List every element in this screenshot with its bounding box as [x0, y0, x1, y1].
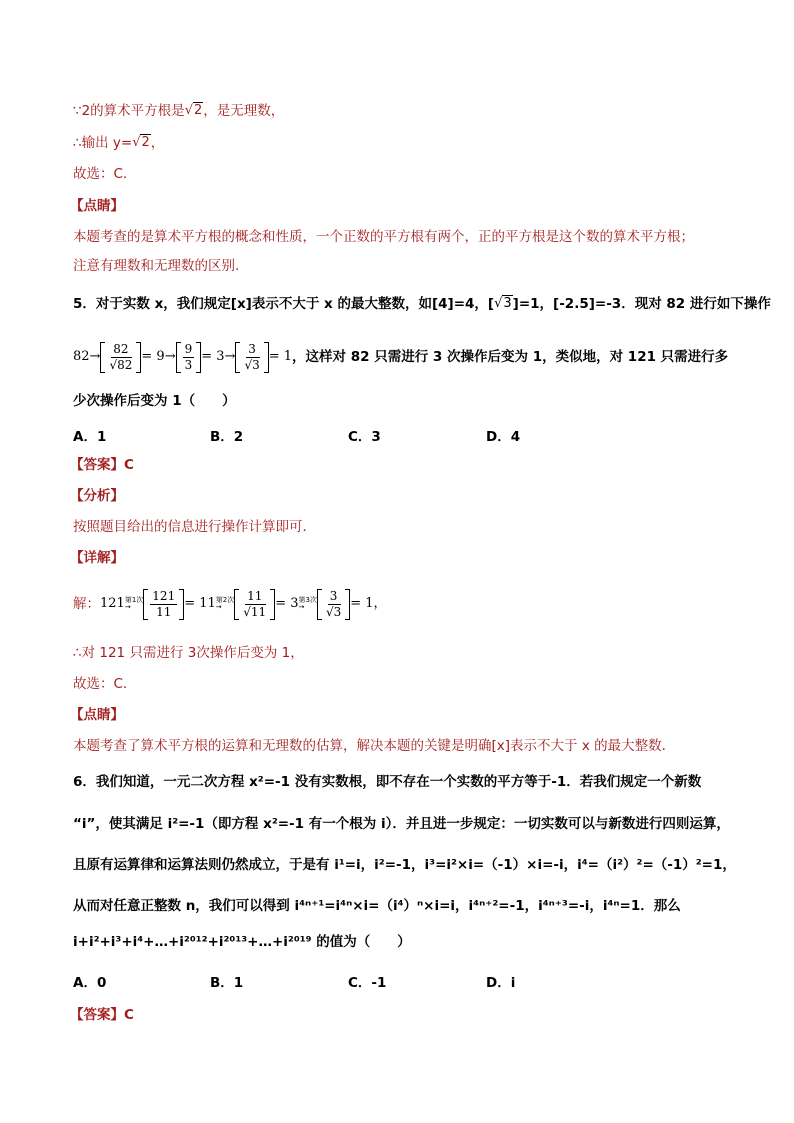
ex-eq1: = 1	[268, 349, 293, 364]
step-label-2: 第2次 →	[215, 596, 235, 611]
q4-reason-line	[73, 102, 284, 120]
q6-line5: i+i²+i³+i⁴+…+i²⁰¹²+i²⁰¹³+…+i²⁰¹⁹ 的值为（ ）	[73, 934, 411, 950]
sol-floor-1	[143, 589, 184, 620]
arrow-icon: →	[89, 349, 101, 364]
frac-num: 82	[113, 341, 129, 356]
sqrt-2: √2	[184, 103, 203, 118]
q5-stem-line3: 少次操作后变为 1（ ）	[73, 393, 236, 409]
q4-dianjing-tag: 【点睛】	[70, 198, 124, 214]
q5-solution-line	[73, 584, 387, 624]
sol-eq1: = 1，	[350, 596, 387, 611]
q4-output-b: ，	[150, 135, 165, 151]
step-label-3: 第3次 →	[298, 596, 317, 611]
q6-line1: 6．我们知道，一元二次方程 x²=-1 没有实数根，即不存在一个实数的平方等于-1．若我们规定一个新数	[73, 774, 702, 790]
q6-line2: “i”，使其满足 i²=-1（即方程 x²=-1 有一个根为 i）．并且进一步规定：一切实数可以与新数进行四则运算，	[73, 816, 730, 832]
q5-stem-b: ]=1，[-2.5]=-3．现对 82 进行如下操作	[512, 296, 771, 312]
frac-num: 3	[329, 588, 338, 603]
frac-den: 11	[250, 604, 267, 619]
q4-output-line	[73, 134, 164, 152]
q5-fenxi-tag: 【分析】	[70, 488, 124, 504]
step-label-1: 第1次 →	[124, 596, 144, 611]
q6-answer: 【答案】C	[70, 1007, 134, 1023]
q5-stem-line2: ，这样对 82 只需进行 3 次操作后变为 1，类似地，对 121 只需进行多	[292, 349, 729, 365]
q6-line3: 且原有运算律和运算法则仍然成立，于是有 i¹=i，i²=-1，i³=i²×i=（-1）×i=-i，i⁴=（i²）²=（-1）²=1，	[73, 857, 736, 873]
floor-bracket-2	[176, 342, 202, 373]
q6-line4: 从而对任意正整数 n，我们可以得到 i⁴ⁿ⁺¹=i⁴ⁿ×i=（i⁴）ⁿ×i=i，i⁴ⁿ⁺²=-1，i⁴ⁿ⁺³=-i，i⁴ⁿ=1．那么	[73, 898, 681, 914]
q6-option-b: B．1	[210, 975, 244, 991]
sol-eq3: = 3	[275, 596, 299, 611]
q4-output-a: ∴输出 y=	[73, 135, 133, 151]
q5-option-c: C．3	[348, 429, 381, 445]
q4-dianjing-2: 注意有理数和无理数的区别.	[73, 258, 240, 274]
q5-conclusion: ∴对 121 只需进行 3次操作后变为 1，	[73, 645, 304, 661]
frac-den: 3	[333, 604, 342, 619]
q4-choose: 故选：C.	[73, 166, 128, 182]
floor-bracket-1: $\frac{82}{√82}$	[100, 342, 141, 373]
q5-answer: 【答案】C	[70, 457, 134, 473]
sqrt-2-output: √2	[132, 135, 150, 150]
sol-121: 121	[100, 596, 125, 611]
q5-example-line	[73, 337, 728, 377]
arrow-icon: →	[164, 349, 176, 364]
arrow-icon: →	[224, 349, 236, 364]
frac-den: 3	[184, 357, 193, 372]
ex-eq3: = 3	[201, 349, 225, 364]
frac-num: 3	[248, 341, 256, 356]
q5-option-b: B．2	[210, 429, 244, 445]
sqrt-3: √3	[494, 296, 512, 311]
ex-eq9: = 9	[141, 349, 165, 364]
q5-dianjing: 本题考查了算术平方根的运算和无理数的估算，解决本题的关键是明确[x]表示不大于 x 的最大整数．	[73, 738, 676, 754]
frac-num: 11	[247, 588, 263, 603]
q5-stem-a: 5．对于实数 x，我们规定[x]表示不大于 x 的最大整数，如[4]=4，[	[73, 296, 495, 312]
frac-num: 121	[152, 588, 176, 603]
q6-option-d: D．i	[486, 975, 516, 991]
sol-eq11: = 11	[184, 596, 216, 611]
sol-floor-3: $\frac{3}{√3}$	[317, 589, 350, 620]
frac-den: 3	[252, 357, 260, 372]
frac-den: 82	[117, 357, 133, 372]
sol-floor-2: $\frac{11}{√11}$	[234, 589, 275, 620]
q6-option-a: A．0	[73, 975, 107, 991]
q5-option-a: A．1	[73, 429, 107, 445]
q5-xiangjie-tag: 【详解】	[70, 550, 124, 566]
frac-den: 11	[156, 604, 172, 619]
q5-option-d: D．4	[486, 429, 521, 445]
sol-prefix: 解：	[73, 596, 100, 612]
q4-reason-a: ∵2的算术平方根是	[73, 103, 185, 119]
q4-reason-b: ，是无理数，	[203, 103, 285, 119]
q5-choose: 故选：C.	[73, 676, 128, 692]
q5-fenxi: 按照题目给出的信息进行操作计算即可．	[73, 519, 316, 535]
q4-dianjing-1: 本题考查的是算术平方根的概念和性质，一个正数的平方根有两个，正的平方根是这个数的算术平方根；	[73, 229, 694, 245]
q6-option-c: C．-1	[348, 975, 387, 991]
q5-stem-line1	[73, 295, 771, 313]
ex-82: 82	[73, 349, 90, 364]
floor-bracket-3: $\frac{3}{√3}$	[235, 342, 268, 373]
q5-dianjing-tag: 【点睛】	[70, 707, 124, 723]
frac-num: 9	[184, 341, 193, 356]
